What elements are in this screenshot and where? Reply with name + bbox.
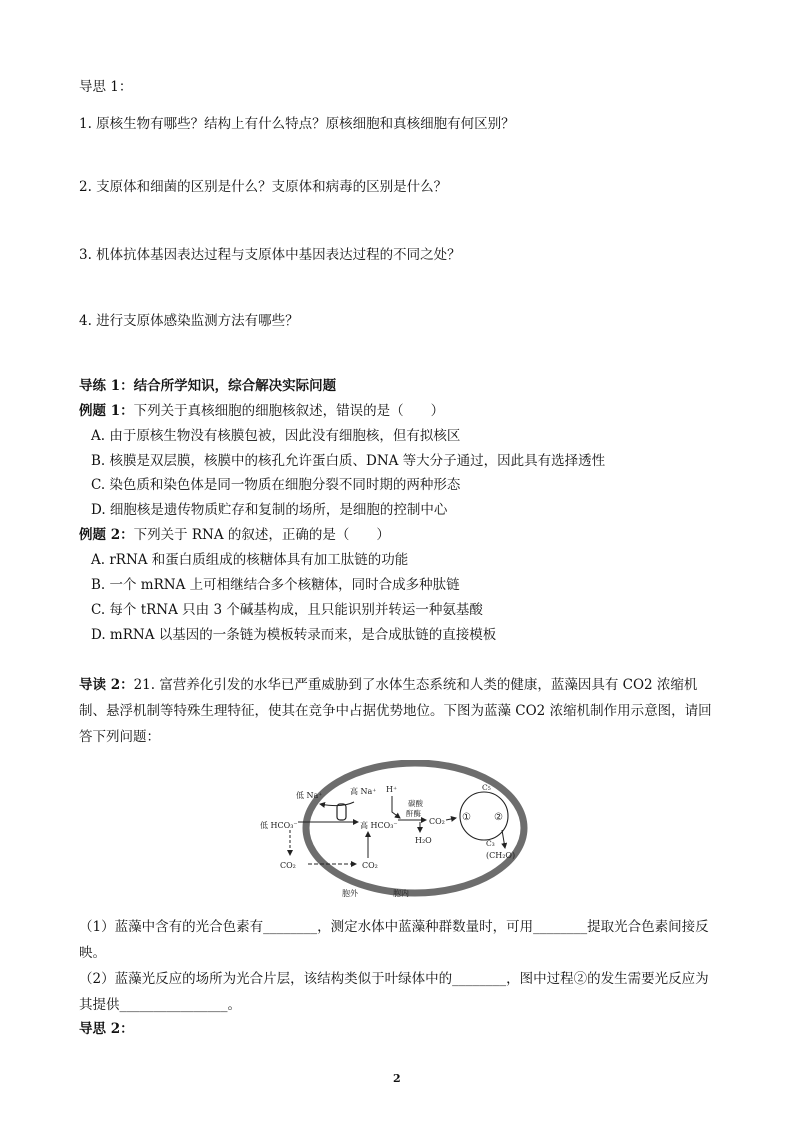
inner-co2-label: CO₂ bbox=[429, 817, 445, 826]
example-2-option-b: B. 一个 mRNA 上可相继结合多个核糖体，同时合成多种肽链 bbox=[91, 577, 460, 593]
carbohydrate-arrow bbox=[502, 830, 505, 848]
water-label: H₂O bbox=[415, 836, 432, 845]
c5-label: C₅ bbox=[482, 783, 491, 792]
example-1-option-b: B. 核膜是双层膜，核膜中的核孔允许蛋白质、DNA 等大分子通过，因此具有选择透性 bbox=[91, 453, 606, 469]
daosi1-question-1: 1. 原核生物有哪些？结构上有什么特点？原核细胞和真核细胞有何区别？ bbox=[79, 116, 515, 132]
c3-label: C₃ bbox=[486, 839, 495, 848]
low-hco3-label: 低 HCO₃⁻ bbox=[260, 821, 298, 830]
daolian1-heading: 导练 1：结合所学知识，综合解决实际问题 bbox=[79, 378, 337, 394]
example-2-question bbox=[79, 525, 390, 545]
daodu2-label: 导读 2： bbox=[79, 677, 134, 693]
example-1-text: 下列关于真核细胞的细胞核叙述，错误的是（ ） bbox=[133, 403, 445, 419]
example-1-option-c: C. 染色质和染色体是同一物质在细胞分裂不同时期的两种形态 bbox=[91, 477, 461, 493]
example-2-option-a: A. rRNA 和蛋白质组成的核糖体具有加工肽链的功能 bbox=[91, 552, 409, 568]
step-1-marker: ① bbox=[462, 812, 471, 823]
transporter-protein bbox=[337, 804, 346, 820]
daodu2-paragraph bbox=[79, 672, 721, 750]
step-2-marker: ② bbox=[494, 812, 503, 823]
cyanobacteria-co2-concentrating-diagram bbox=[250, 760, 540, 910]
daosi1-question-2: 2. 支原体和细菌的区别是什么？支原体和病毒的区别是什么？ bbox=[79, 179, 448, 195]
daosi1-title: 导思 1： bbox=[79, 79, 133, 95]
high-na-label: 高 Na⁺ bbox=[350, 787, 377, 796]
example-1-label: 例题 1： bbox=[79, 403, 134, 419]
page-number: 2 bbox=[393, 1072, 401, 1085]
high-hco3-label: 高 HCO₃⁻ bbox=[360, 821, 398, 830]
ch2o-label: (CH₂O) bbox=[486, 851, 516, 860]
h-plus-arrow bbox=[392, 796, 400, 818]
example-1-option-a: A. 由于原核生物没有核膜包被，因此没有细胞核，但有拟核区 bbox=[91, 428, 461, 444]
example-2-label: 例题 2： bbox=[79, 527, 134, 543]
outside-co2-label: CO₂ bbox=[280, 861, 296, 870]
co2-to-cycle-arrow bbox=[446, 818, 456, 820]
extracellular-label: 胞外 bbox=[342, 889, 358, 898]
low-na-label: 低 Na⁺ bbox=[296, 791, 323, 800]
example-2-text: 下列关于 RNA 的叙述，正确的是（ ） bbox=[133, 527, 390, 543]
example-1-question bbox=[79, 401, 444, 421]
daosi2-title: 导思 2： bbox=[79, 1021, 134, 1037]
daodu2-question-1: （1）蓝藻中含有的光合色素有________，测定水体中蓝藻种群数量时，可用________提取光合色素间接反映。 bbox=[79, 919, 709, 961]
h-plus-label: H⁺ bbox=[386, 785, 398, 794]
daodu2-text: 21. 富营养化引发的水华已严重威胁到了水体生态系统和人类的健康，蓝藻因具有 CO2 浓缩机制、悬浮机制等特殊生理特征，使其在竞争中占据优势地位。下图为蓝藻 CO2 浓缩机制作用示意图，请回答下列问题： bbox=[79, 677, 712, 745]
example-2-option-d: D. mRNA 以基因的一条链为模板转录而来，是合成肽链的直接模板 bbox=[91, 627, 497, 643]
daodu2-question-2: （2）蓝藻光反应的场所为光合片层，该结构类似于叶绿体中的________，图中过程②的发生需要光反应为其提供________________。 bbox=[79, 971, 709, 1013]
intracellular-label: 胞内 bbox=[393, 889, 409, 898]
example-2-option-c: C. 每个 tRNA 只由 3 个碱基构成，且只能识别并转运一种氨基酸 bbox=[91, 602, 483, 618]
cell-membrane bbox=[306, 763, 524, 893]
daosi1-question-3: 3. 机体抗体基因表达过程与支原体中基因表达过程的不同之处？ bbox=[79, 247, 461, 263]
carbonic-anhydrase-line-1: 碳酸 bbox=[408, 799, 423, 808]
daosi1-question-4: 4. 进行支原体感染监测方法有哪些？ bbox=[79, 313, 299, 329]
carbonic-anhydrase-line-2: 酐酶 bbox=[406, 809, 421, 818]
example-1-option-d: D. 细胞核是遗传物质贮存和复制的场所，是细胞的控制中心 bbox=[91, 502, 448, 518]
cytoplasm-co2-label: CO₂ bbox=[362, 861, 378, 870]
